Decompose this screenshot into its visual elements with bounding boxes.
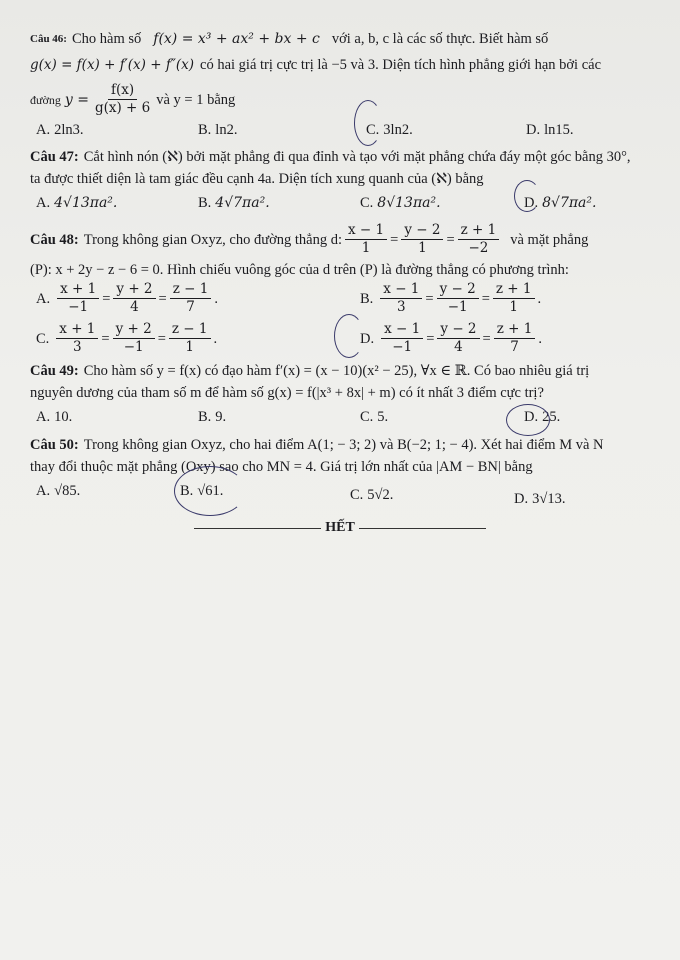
fraction: $\frac{y - 2}{1}$ [401,222,443,257]
question-text: Cho hàm số y = f(x) có đạo hàm f′(x) = (x − 10)(x² − 25), ∀x ∈ ℝ. Có bao nhiêu giá trị [83,363,590,379]
option-b[interactable]: B. $\frac{x - 1}{3}$ = $\frac{y - 2}{-1}$ = $\frac{z + 1}{1}$ . [360,281,542,315]
fraction-numerator: f(x) [108,82,137,100]
question-text: (P): x + 2y − z − 6 = 0. Hình chiếu vuông góc của d trên (P) là đường thẳng có phương trình: [30,262,569,278]
function-f: f(x) = x³ + ax² + bx + c [153,31,320,47]
option-a[interactable]: A. $\frac{x + 1}{-1}$ = $\frac{y + 2}{4}$ = $\frac{z - 1}{7}$ . [36,281,218,315]
option-a[interactable]: A. 10. [36,409,73,425]
question-text: Trong không gian Oxyz, cho đường thẳng d: [83,231,343,248]
option-c[interactable]: C. $\frac{x + 1}{3}$ = $\frac{y + 2}{-1}$ = $\frac{z - 1}{1}$ . [36,321,218,355]
answer-mark-circle [506,404,550,436]
function-g: g(x) = f(x) + f′(x) + f″(x) [30,57,195,73]
options [30,119,670,141]
question-text: Cắt hình nón (ℵ) bởi mặt phẳng đi qua đỉnh và tạo với mặt phẳng chứa đáy một góc bằng 30°, [83,149,631,165]
question-text: có hai giá trị cực trị là −5 và 3. Diện tích hình phẳng giới hạn bởi các [200,57,602,73]
answer-mark-circle [514,180,540,212]
divider [194,528,321,529]
option-b[interactable]: B. 4√7πa². [198,195,270,211]
question-number: Câu 46: [30,33,67,45]
divider [359,528,486,529]
option-c[interactable]: C. 5. [360,409,389,425]
end-label: HẾT [325,520,355,535]
question-number: Câu 49: [30,363,79,379]
question-text: và mặt phẳng [510,231,589,248]
question-text: thay đổi thuộc mặt phẳng (Oxy) sao cho MN = 4. Giá trị lớn nhất của |AM − BN| bằng [30,459,533,475]
option-d[interactable]: D. 3√13. [514,491,566,507]
question-49 [30,360,670,428]
option-a[interactable]: A. 2ln3. [36,122,84,138]
question-number: Câu 50: [30,437,79,453]
option-b[interactable]: B. ln2. [198,122,238,138]
option-c[interactable]: C. 8√13πa². [360,195,441,211]
option-c[interactable]: C. 3ln2. [366,122,413,138]
option-b[interactable]: B. 9. [198,409,227,425]
answer-mark-circle [354,100,382,146]
end-marker [190,520,490,536]
fraction: $\frac{z + 1}{-2}$ [458,222,500,257]
question-50 [30,434,670,510]
fraction-denominator: g(x) + 6 [94,100,151,116]
question-number: Câu 47: [30,149,79,165]
option-d[interactable]: D. 8√7πa². [524,195,597,211]
question-text: đường [30,92,61,107]
option-b[interactable]: B. √61. [180,483,224,499]
question-46 [30,28,670,141]
option-c[interactable]: C. 5√2. [350,487,394,503]
fraction [92,82,153,117]
fraction: $\frac{x - 1}{1}$ [345,222,387,257]
question-text: với a, b, c là các số thực. Biết hàm số [331,31,549,47]
answer-mark-circle [334,314,364,358]
question-number: Câu 48: [30,231,79,248]
question-text: và y = 1 bằng [156,91,236,108]
question-text: Cho hàm số [71,31,142,47]
options [30,406,670,428]
question-47 [30,146,670,214]
option-d[interactable]: D. ln15. [526,122,574,138]
answer-mark-circle [174,466,246,516]
option-d[interactable]: D. 25. [524,409,561,425]
option-a[interactable]: A. 4√13πa². [36,195,118,211]
y-equals: y = [64,91,89,108]
question-48: Câu 48: Trong không gian Oxyz, cho đường thẳng d: $\frac{x - 1}{1}$ = $\frac{y - 2}{1}$ = $\frac{z + 1}{-2}$ và mặt phẳng (P): x + 2y − z − 6 = 0. Hình chiếu vuông góc của d trên (P) là đường thẳng có phương trình: A. $\frac{x + 1}{-1}$ = $\frac{y + 2}{4}$ = $\frac{z - 1}{7}$ . B. $\frac{x - 1}{3}$ = $\frac{y - 2}{-1}$ = $\frac{z + 1}{1}$ . C. $\frac{x + 1}{3}$ = $\frac{y + 2}{-1}$ = $\frac{z - 1}{1}$ . D. $\frac{x - 1}{-1}$ = $\frac{y - 2}{4}$ = $\frac{z + 1}{7}$ . [30,222,670,361]
option-d[interactable]: D. $\frac{x - 1}{-1}$ = $\frac{y - 2}{4}$ = $\frac{z + 1}{7}$ . [360,321,542,355]
options [30,192,670,214]
question-text: ta được thiết diện là tam giác đều cạnh 4a. Diện tích xung quanh của (ℵ) bằng [30,171,484,187]
question-text: nguyên dương của tham số m để hàm số g(x) = f(|x³ + 8x| + m) có ít nhất 3 điểm cực trị? [30,385,544,401]
question-text: Trong không gian Oxyz, cho hai điểm A(1; − 3; 2) và B(−2; 1; − 4). Xét hai điểm M và N [83,437,604,453]
options [30,480,670,510]
option-a[interactable]: A. √85. [36,483,81,499]
